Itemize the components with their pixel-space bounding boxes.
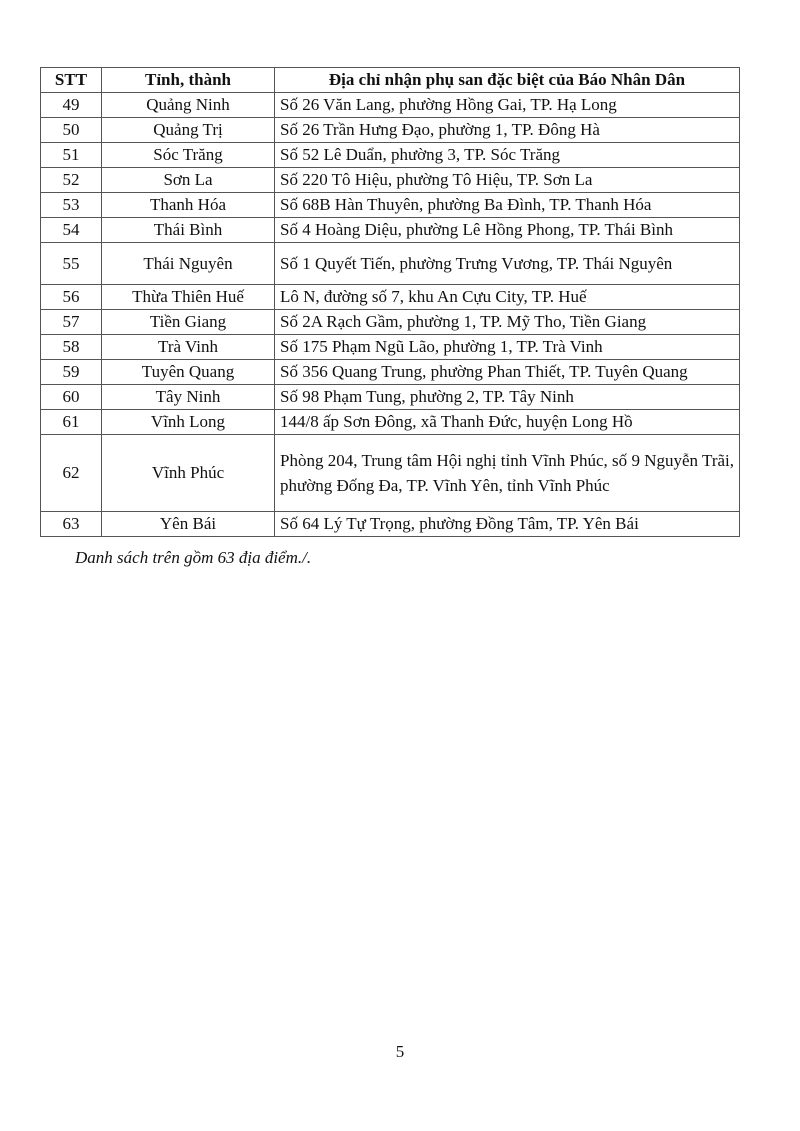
cell-stt: 53 [41,193,102,218]
cell-address: Số 356 Quang Trung, phường Phan Thiết, TP. Tuyên Quang [275,360,740,385]
cell-stt: 62 [41,435,102,512]
table-row [41,435,740,512]
cell-stt: 57 [41,310,102,335]
cell-stt: 51 [41,143,102,168]
table-row [41,118,740,143]
list-summary-note: Danh sách trên gồm 63 địa điểm./. [75,548,312,567]
cell-address: Số 98 Phạm Tung, phường 2, TP. Tây Ninh [275,385,740,410]
table-row [41,168,740,193]
cell-address: Số 175 Phạm Ngũ Lão, phường 1, TP. Trà Vinh [275,335,740,360]
cell-province: Tiền Giang [102,310,275,335]
cell-province: Trà Vinh [102,335,275,360]
cell-province: Yên Bái [102,512,275,537]
table-row [41,410,740,435]
cell-stt: 58 [41,335,102,360]
cell-stt: 61 [41,410,102,435]
cell-stt: 55 [41,243,102,285]
cell-stt: 59 [41,360,102,385]
cell-province: Thái Bình [102,218,275,243]
table-row [41,93,740,118]
cell-stt: 49 [41,93,102,118]
cell-address: Số 52 Lê Duẩn, phường 3, TP. Sóc Trăng [275,143,740,168]
cell-stt: 50 [41,118,102,143]
page-number: 5 [395,1042,405,1061]
table-row [41,193,740,218]
cell-address: Số 26 Văn Lang, phường Hồng Gai, TP. Hạ Long [275,93,740,118]
cell-province: Sơn La [102,168,275,193]
cell-province: Thanh Hóa [102,193,275,218]
cell-address: Lô N, đường số 7, khu An Cựu City, TP. Huế [275,285,740,310]
table-row [41,285,740,310]
cell-province: Tuyên Quang [102,360,275,385]
cell-address: Số 2A Rạch Gầm, phường 1, TP. Mỹ Tho, Tiền Giang [275,310,740,335]
header-address: Địa chỉ nhận phụ san đặc biệt của Báo Nhân Dân [275,68,740,93]
table-row [41,335,740,360]
table-row [41,243,740,285]
cell-address: Phòng 204, Trung tâm Hội nghị tỉnh Vĩnh Phúc, số 9 Nguyễn Trãi, phường Đống Đa, TP. Vĩnh Yên, tỉnh Vĩnh Phúc [275,435,740,512]
cell-stt: 54 [41,218,102,243]
cell-stt: 60 [41,385,102,410]
cell-stt: 63 [41,512,102,537]
cell-province: Tây Ninh [102,385,275,410]
cell-address: Số 1 Quyết Tiến, phường Trưng Vương, TP. Thái Nguyên [275,243,740,285]
cell-province: Thừa Thiên Huế [102,285,275,310]
header-stt: STT [41,68,102,93]
table-row [41,218,740,243]
table-row [41,385,740,410]
header-province: Tỉnh, thành [102,68,275,93]
cell-address: 144/8 ấp Sơn Đông, xã Thanh Đức, huyện Long Hồ [275,410,740,435]
cell-province: Sóc Trăng [102,143,275,168]
cell-stt: 52 [41,168,102,193]
address-table [40,67,740,537]
cell-stt: 56 [41,285,102,310]
cell-province: Quảng Ninh [102,93,275,118]
table-row [41,512,740,537]
table-header-row [41,68,740,93]
cell-province: Thái Nguyên [102,243,275,285]
cell-address: Số 64 Lý Tự Trọng, phường Đồng Tâm, TP. Yên Bái [275,512,740,537]
table-row [41,360,740,385]
table-row [41,143,740,168]
cell-province: Vĩnh Phúc [102,435,275,512]
cell-province: Vĩnh Long [102,410,275,435]
cell-address: Số 68B Hàn Thuyên, phường Ba Đình, TP. Thanh Hóa [275,193,740,218]
cell-address: Số 4 Hoàng Diệu, phường Lê Hồng Phong, TP. Thái Bình [275,218,740,243]
cell-province: Quảng Trị [102,118,275,143]
cell-address: Số 220 Tô Hiệu, phường Tô Hiệu, TP. Sơn La [275,168,740,193]
cell-address: Số 26 Trần Hưng Đạo, phường 1, TP. Đông Hà [275,118,740,143]
table-row [41,310,740,335]
